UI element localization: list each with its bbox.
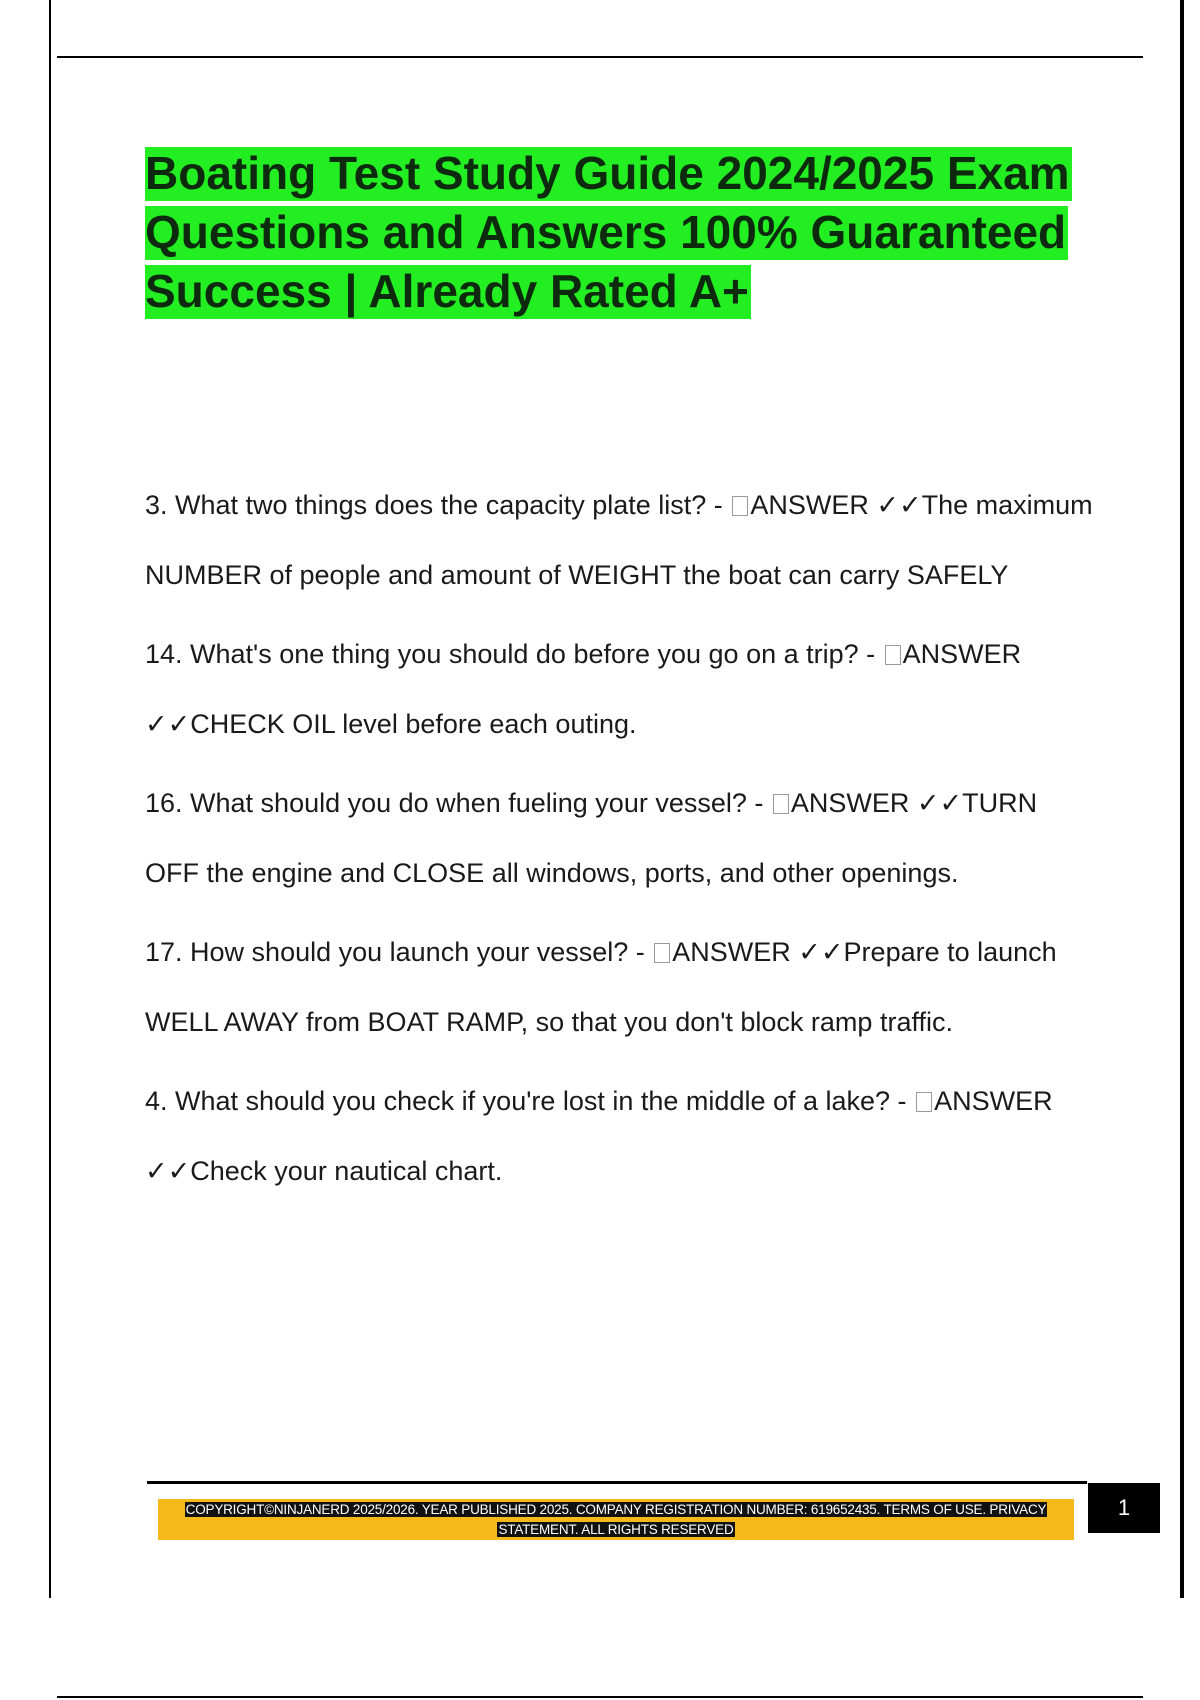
page-number: 1 bbox=[1088, 1483, 1160, 1533]
answer-text: The maximum NUMBER of people and amount of WEIGHT the boat can carry SAFELY bbox=[145, 490, 1093, 590]
answer-text: TURN OFF the engine and CLOSE all windows, ports, and other openings. bbox=[145, 788, 1038, 888]
missing-glyph-box-icon bbox=[916, 1092, 932, 1112]
header-rule bbox=[57, 56, 1143, 58]
question-text: 16. What should you do when fueling your vessel? - bbox=[145, 788, 771, 818]
answer-marker: ANSWER ✓✓ bbox=[145, 639, 1022, 739]
footer-rule bbox=[147, 1481, 1087, 1484]
missing-glyph-box-icon bbox=[773, 794, 789, 814]
qa-item-4 bbox=[145, 917, 1095, 1057]
missing-glyph-box-icon bbox=[885, 645, 901, 665]
qa-item-3 bbox=[145, 768, 1095, 908]
page-border-left bbox=[49, 0, 51, 1598]
page-border-right bbox=[1180, 0, 1184, 1598]
answer-marker: ANSWER ✓✓ bbox=[672, 937, 844, 967]
answer-text: Prepare to launch WELL AWAY from BOAT RAMP, so that you don't block ramp traffic. bbox=[145, 937, 1057, 1037]
missing-glyph-box-icon bbox=[654, 943, 670, 963]
question-text: 17. How should you launch your vessel? - bbox=[145, 937, 653, 967]
title-highlight: Boating Test Study Guide 2024/2025 Exam Questions and Answers 100% Guaranteed Success | Already Rated A+ bbox=[145, 147, 1070, 317]
next-page-rule bbox=[57, 1696, 1143, 1698]
answer-marker: ANSWER ✓✓ bbox=[750, 490, 922, 520]
question-text: 14. What's one thing you should do before you go on a trip? - bbox=[145, 639, 883, 669]
footer-copyright bbox=[170, 1500, 1062, 1540]
qa-item-1 bbox=[145, 470, 1095, 610]
answer-marker: ANSWER ✓✓ bbox=[145, 1086, 1053, 1186]
question-text: 4. What should you check if you're lost in the middle of a lake? - bbox=[145, 1086, 915, 1116]
answer-text: Check your nautical chart. bbox=[190, 1156, 503, 1186]
qa-list bbox=[145, 470, 1095, 1215]
question-text: 3. What two things does the capacity plate list? - bbox=[145, 490, 731, 520]
missing-glyph-box-icon bbox=[732, 496, 748, 516]
footer-copyright-text: COPYRIGHT©NINJANERD 2025/2026. YEAR PUBLISHED 2025. COMPANY REGISTRATION NUMBER: 619652435. TERMS OF USE. PRIVACY STATEMENT. ALL RIGHTS RESERVED bbox=[185, 1502, 1047, 1537]
answer-text: CHECK OIL level before each outing. bbox=[190, 709, 637, 739]
document-title bbox=[145, 144, 1125, 321]
qa-item-5 bbox=[145, 1066, 1095, 1206]
answer-marker: ANSWER ✓✓ bbox=[790, 788, 963, 818]
qa-item-2 bbox=[145, 619, 1095, 759]
